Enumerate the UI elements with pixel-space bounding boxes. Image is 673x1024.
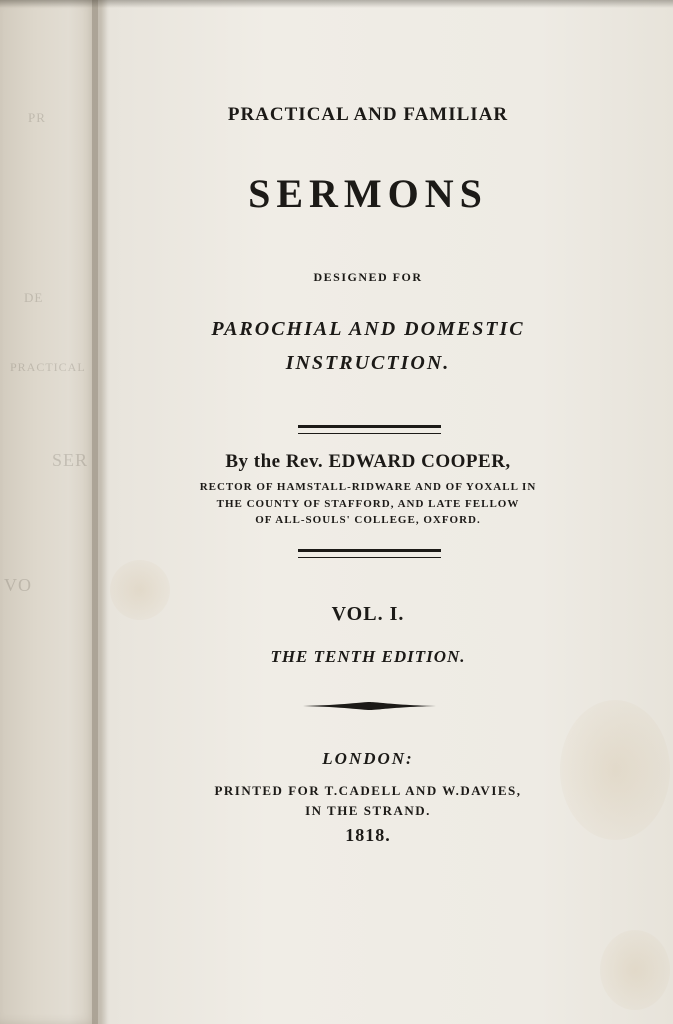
imprint-printer-line-2: IN THE STRAND. xyxy=(305,803,431,818)
author-name: EDWARD COOPER, xyxy=(328,451,511,472)
author-line xyxy=(98,451,638,473)
imprint-printer-line-1: PRINTED FOR T.CADELL AND W.DAVIES, xyxy=(214,783,522,798)
imprint-year: 1818. xyxy=(345,825,391,845)
subtitle-line-2: INSTRUCTION. xyxy=(285,352,451,374)
author-description-line-3: OF ALL-SOULS' COLLEGE, OXFORD. xyxy=(255,514,481,526)
bleed-through-text: DE xyxy=(24,290,44,305)
main-title: SERMONS xyxy=(248,171,488,216)
double-rule xyxy=(298,425,441,434)
volume-number: VOL. I. xyxy=(331,603,405,625)
bleed-through-text: SER xyxy=(52,450,89,470)
title-line-1: PRACTICAL AND FAMILIAR xyxy=(227,104,509,125)
title-page xyxy=(98,0,673,1024)
facing-page xyxy=(0,0,98,1024)
tapered-rule-ornament xyxy=(303,700,436,712)
edition-line: THE TENTH EDITION. xyxy=(270,647,466,666)
imprint-city: LONDON: xyxy=(322,749,414,768)
author-title: Rev. xyxy=(285,451,324,472)
bleed-through-text: VO xyxy=(4,575,32,595)
double-rule xyxy=(298,549,441,558)
designed-for-line: DESIGNED FOR xyxy=(313,270,423,284)
author-prefix: By the xyxy=(225,451,281,472)
subtitle-line-1: PAROCHIAL AND DOMESTIC xyxy=(211,318,525,340)
author-description-line-1: RECTOR OF HAMSTALL-RIDWARE AND OF YOXALL IN xyxy=(199,481,537,493)
author-description-line-2: THE COUNTY OF STAFFORD, AND LATE FELLOW xyxy=(216,498,520,510)
bleed-through-text: PRACTICAL xyxy=(10,360,86,374)
bleed-through-text: PR xyxy=(28,110,46,125)
